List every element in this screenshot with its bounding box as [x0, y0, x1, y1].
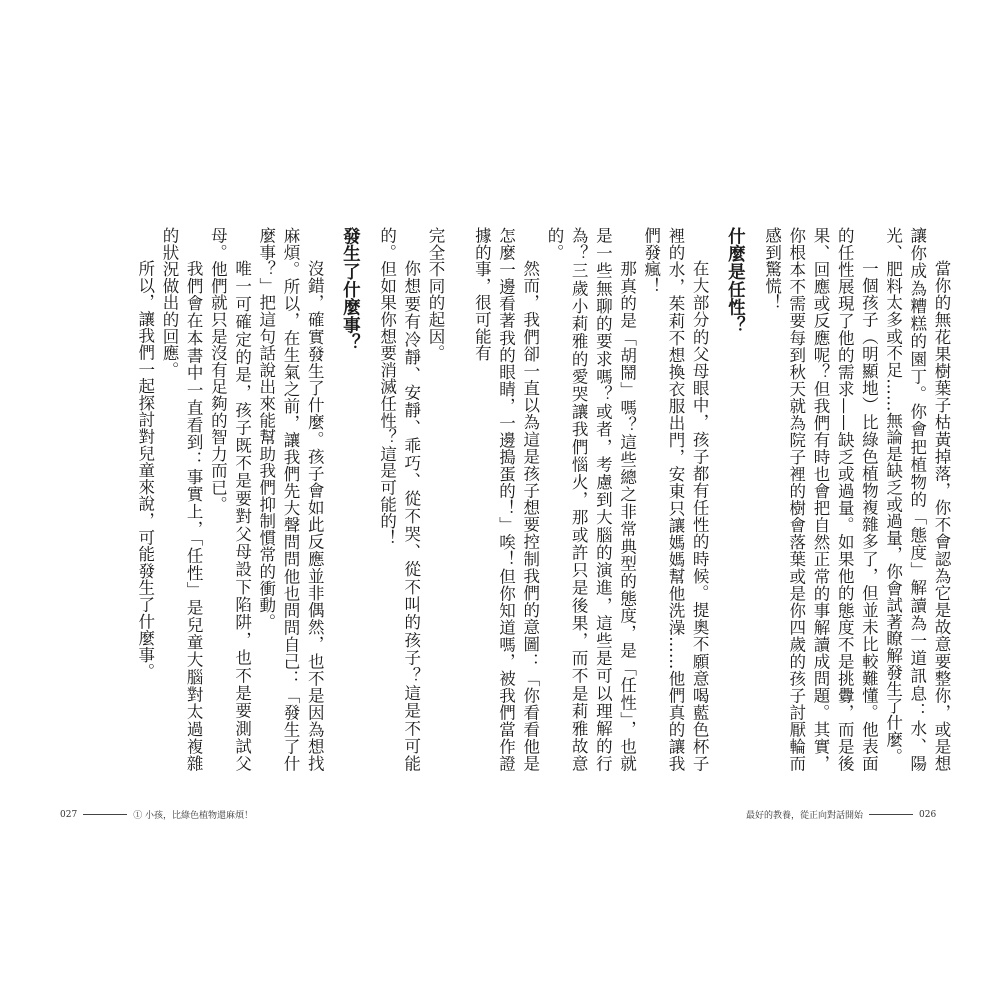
paragraph: 那真的是「胡鬧」嗎？這些總之非常典型的態度，是「任性」，也就是一些無聊的要求嗎？或者，考慮到大腦的演進，這些是可以理解的行為？三歲小莉雅的愛哭讓我們惱火，那或許只是後果，而不是莉雅故意的。 [544, 227, 637, 772]
right-page-footer [746, 808, 936, 821]
paragraph: 一個孩子（明顯地）比綠色植物複雜多了，但並未比較難懂。他表面的任性展現了他的需求——缺乏或過量。如果他的態度不是挑釁，而是後果、回應或反應呢？但我們有時也會把自然正常的事解讀成問題。其實，你根本不需要每到秋天就為院子裡的樹會落葉或是你四歲的孩子討厭輪而感到驚慌！ [762, 227, 879, 772]
page-number: 026 [919, 809, 937, 820]
left-page-text [118, 227, 447, 772]
page-number: 027 [60, 809, 78, 820]
paragraph: 在大部分的父母眼中，孩子都有任性的時候。提奧不願意喝藍色杯子裡的水，茱莉不想換衣服出門，安東只讓媽媽幫他洗澡……他們真的讓我們發瘋！ [641, 227, 710, 772]
paragraph: 完全不同的起因。 [426, 227, 445, 362]
paragraph: 我們會在本書中一直看到：事實上，「任性」是兒童大腦對太過複雜的狀況做出的回應。 [159, 227, 204, 772]
right-page-text [472, 227, 953, 772]
left-page-footer [60, 808, 253, 821]
paragraph: 所以，讓我們一起探討對兒童來說，可能發生了什麼事。 [135, 260, 155, 680]
paragraph: 然而，我們卻一直以為這是孩子想要控制我們的意圖：「你看看他是怎麼一邊看著我的眼睛，一邊搗蛋的！」唉！但你知道嗎，被我們當作證據的事，很可能有 [472, 227, 540, 772]
footer-rule [869, 814, 913, 815]
paragraph: 當你的無花果樹葉子枯黃掉落，你不會認為它是故意要整你，或是想讓你成為糟糕的園丁。你會把植物的「態度」解讀為一道訊息：水、陽光、肥料太多或不足……無論是缺乏或過量，你會試著瞭解發生了什麼。 [883, 227, 951, 772]
section-heading: 什麼是任性？ [725, 227, 746, 334]
section-heading: 發生了什麼事？ [340, 227, 361, 352]
paragraph: 你想要有冷靜、安靜、乖巧、從不哭、從不叫的孩子？這是不可能的。但如果你想要消滅任性？這是可能的！ [377, 227, 421, 772]
footer-rule [83, 814, 127, 815]
running-title: 最好的教養，從正向對話開始 [746, 811, 864, 821]
running-title: ① 小孩，比綠色植物還麻煩！ [133, 811, 254, 821]
paragraph: 沒錯，確實發生了什麼。孩子會如此反應並非偶然，也不是因為想找麻煩。所以，在生氣之前，讓我們先大聲問問他也問問自己：「發生了什麼事？」把這句話說出來能幫助我們抑制慣常的衝動。 [256, 227, 325, 772]
paragraph: 唯一可確定的是，孩子既不是要對父母設下陷阱，也不是要測試父母。他們就只是沒有足夠的智力而已。 [208, 227, 252, 772]
